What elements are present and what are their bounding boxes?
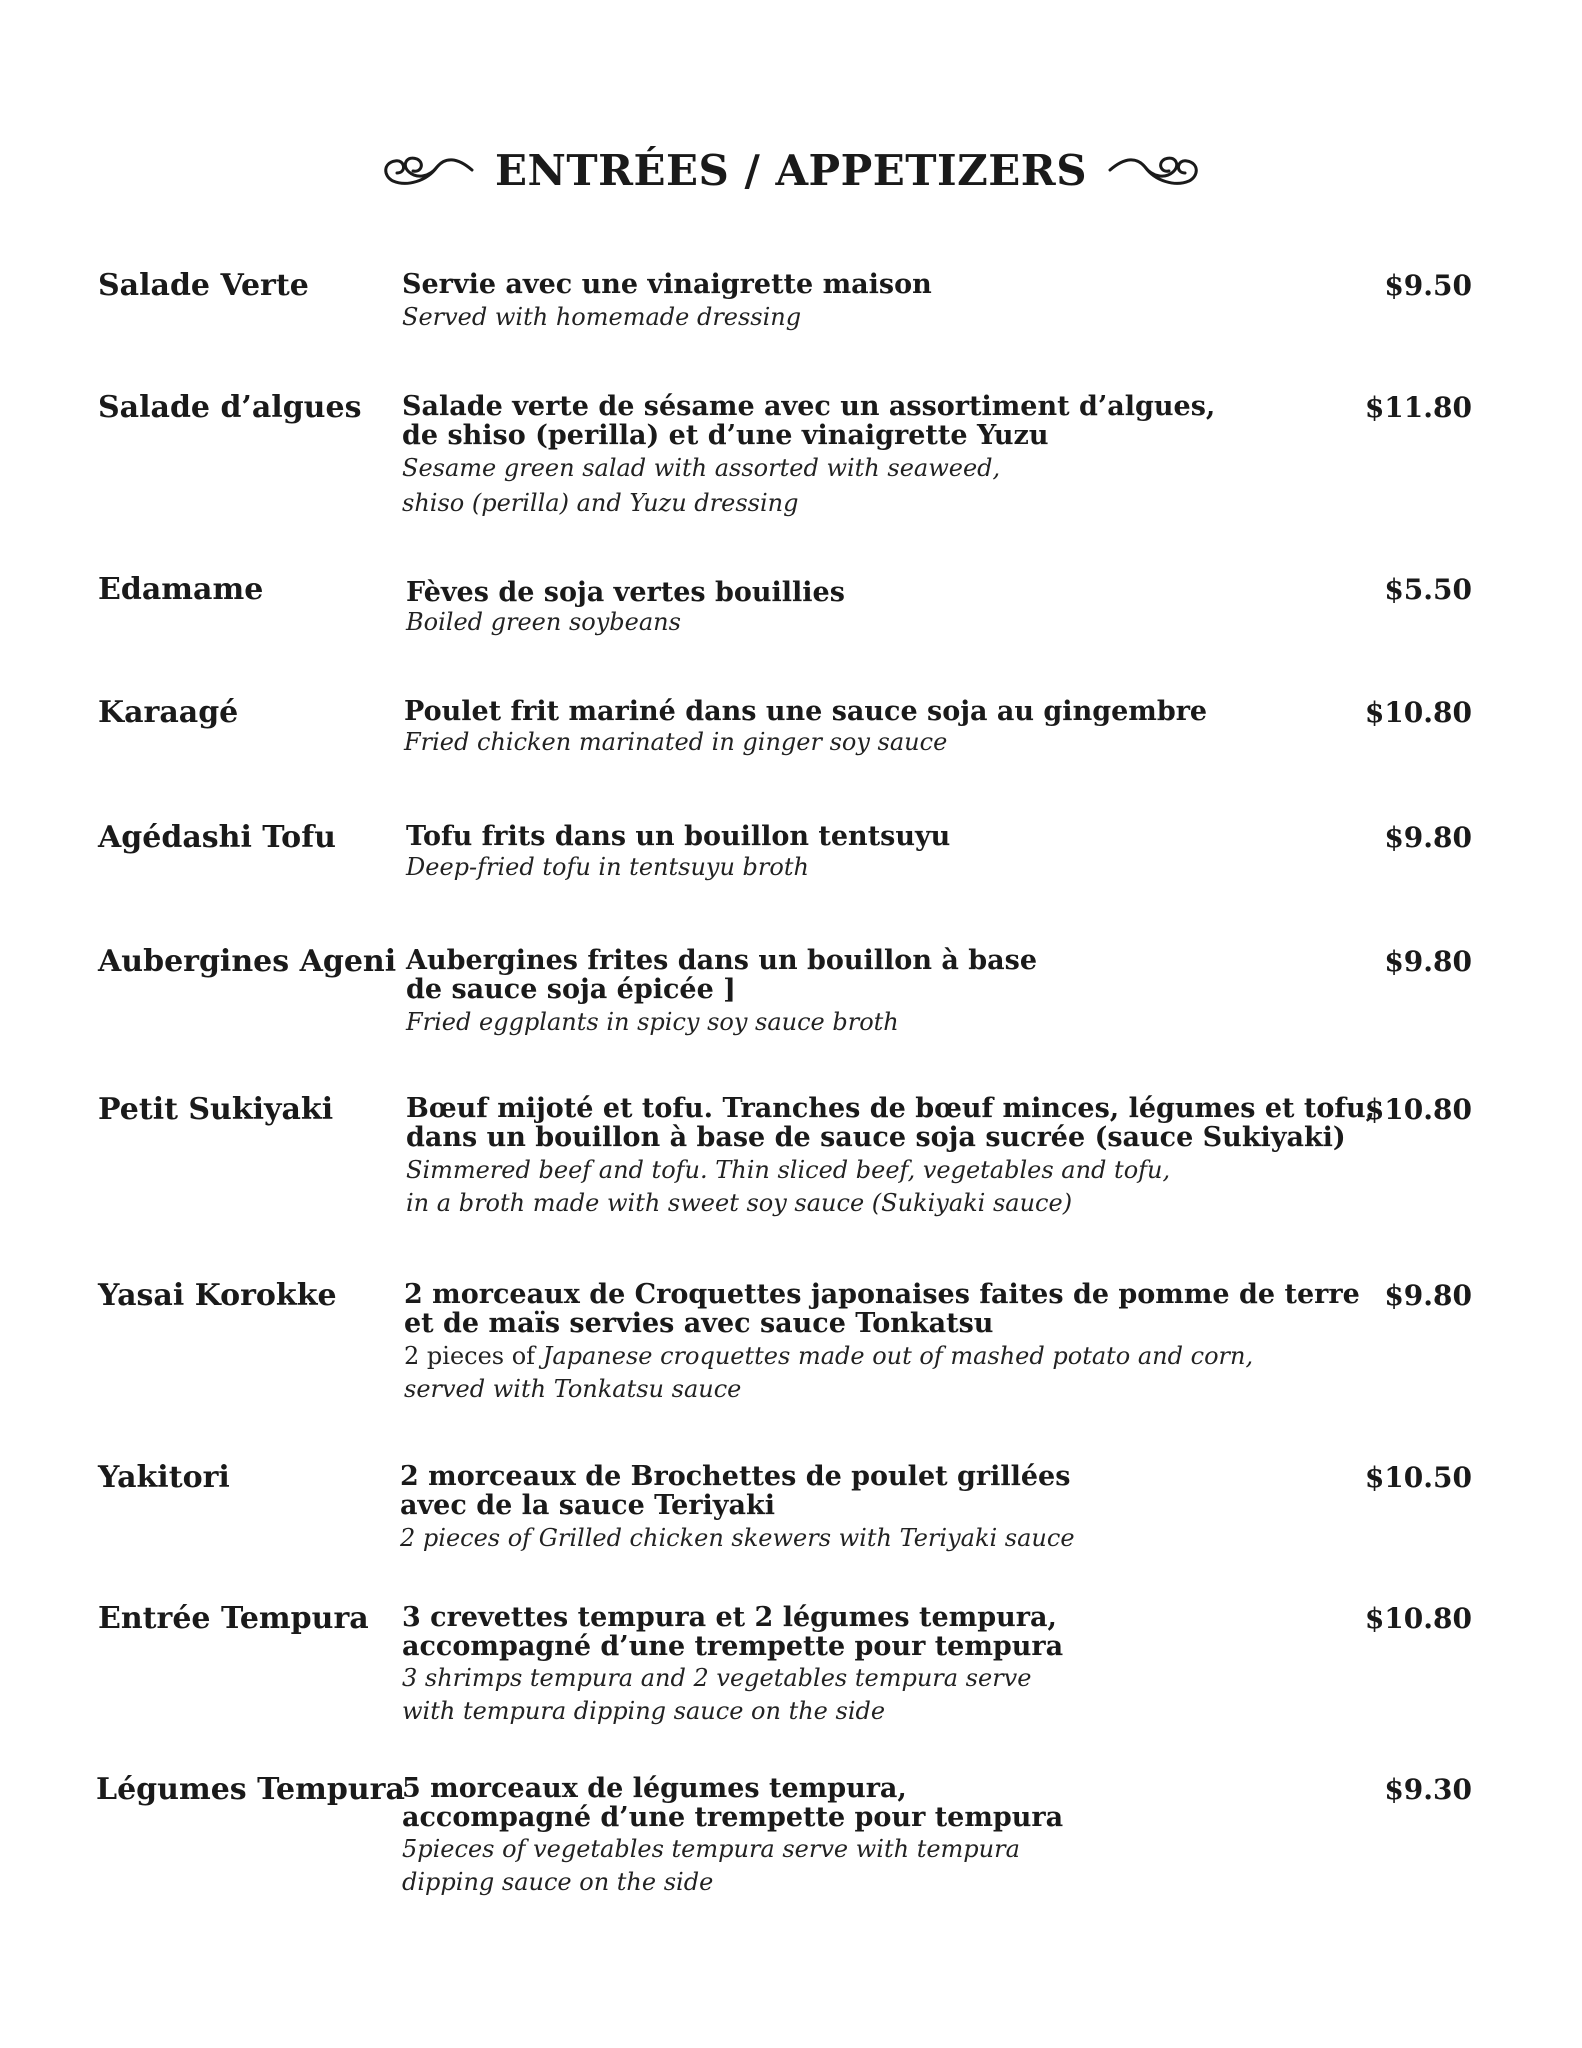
page-title: ENTRÉES / APPETIZERS xyxy=(494,145,1088,195)
item-name: Edamame xyxy=(98,572,264,607)
item-name: Salade Verte xyxy=(98,268,309,303)
item-name: Agédashi Tofu xyxy=(98,820,336,855)
item-english-line: Boiled green soybeans xyxy=(406,608,681,636)
item-english-line: served with Tonkatsu sauce xyxy=(404,1375,742,1403)
item-english-line: Served with homemade dressing xyxy=(402,303,802,331)
item-english-line: Simmered beef and tofu. Thin sliced beef, vegetables and tofu, xyxy=(406,1156,1171,1184)
item-price: $10.50 xyxy=(1364,1461,1472,1494)
left-flourish-icon xyxy=(377,145,477,195)
item-french-line: Bœuf mijoté et tofu. Tranches de bœuf minces, légumes et tofu, xyxy=(406,1093,1376,1124)
item-price: $9.30 xyxy=(1384,1773,1472,1806)
item-english-prefix: 2 pieces of xyxy=(404,1342,536,1370)
item-english-line: Fried eggplants in spicy soy sauce broth xyxy=(406,1008,899,1036)
item-price: $5.50 xyxy=(1384,573,1472,606)
item-english-line: shiso (perilla) and Yuzu dressing xyxy=(402,489,799,517)
item-description xyxy=(402,1774,1362,1898)
item-french-line: et de maïs servies avec sauce Tonkatsu xyxy=(404,1308,994,1339)
item-french-line: 5 morceaux de légumes tempura, xyxy=(402,1773,907,1804)
item-description xyxy=(404,697,1364,757)
item-description xyxy=(406,578,1366,636)
item-name: Salade d’algues xyxy=(98,390,362,425)
item-price: $9.80 xyxy=(1384,945,1472,978)
section-header xyxy=(0,130,1582,210)
item-price: $9.80 xyxy=(1384,1279,1472,1312)
item-french-line: Poulet frit mariné dans une sauce soja au gingembre xyxy=(404,696,1208,727)
item-name: Entrée Tempura xyxy=(98,1601,369,1636)
item-english-line: dipping sauce on the side xyxy=(402,1868,714,1896)
item-price: $11.80 xyxy=(1364,391,1472,424)
item-english-line: with tempura dipping sauce on the side xyxy=(402,1697,886,1725)
item-french-line: dans un bouillon à base de sauce soja sucrée (sauce Sukiyaki) xyxy=(406,1122,1346,1153)
item-price: $9.80 xyxy=(1384,821,1472,854)
item-english-line: Sesame green salad with assorted with seaweed, xyxy=(402,454,1001,482)
item-french-line: de sauce soja épicée ] xyxy=(406,974,736,1005)
item-french-line: accompagné d’une trempette pour tempura xyxy=(402,1802,1064,1833)
item-french-line: 2 morceaux de Brochettes de poulet grillées xyxy=(400,1461,1071,1492)
item-description xyxy=(406,822,1366,882)
item-description xyxy=(400,1462,1360,1555)
item-french-line: Aubergines frites dans un bouillon à base xyxy=(406,945,1037,976)
item-description xyxy=(402,392,1362,520)
right-flourish-icon xyxy=(1105,145,1205,195)
item-french-line: Tofu frits dans un bouillon tentsuyu xyxy=(406,821,951,852)
item-description xyxy=(406,946,1366,1039)
item-english-line xyxy=(404,1339,1364,1373)
item-name: Aubergines Ageni xyxy=(98,944,397,979)
item-english-line: 3 shrimps tempura and 2 vegetables tempura serve xyxy=(402,1664,1032,1692)
item-name: Petit Sukiyaki xyxy=(98,1092,334,1127)
item-french-line: Fèves de soja vertes bouillies xyxy=(406,577,845,608)
item-french-line: accompagné d’une trempette pour tempura xyxy=(402,1631,1064,1662)
item-price: $10.80 xyxy=(1364,1093,1472,1126)
item-english-line: Fried chicken marinated in ginger soy sauce xyxy=(404,728,948,756)
item-description xyxy=(402,270,1362,334)
item-price: $10.80 xyxy=(1364,1602,1472,1635)
item-description xyxy=(402,1603,1362,1727)
item-name: Yakitori xyxy=(98,1460,230,1495)
item-french-line: Salade verte de sésame avec un assortiment d’algues, xyxy=(402,391,1216,422)
item-french-line: avec de la sauce Teriyaki xyxy=(400,1490,775,1521)
item-name: Légumes Tempura xyxy=(96,1772,405,1807)
item-price: $10.80 xyxy=(1364,696,1472,729)
item-french-line: Servie avec une vinaigrette maison xyxy=(402,269,932,300)
item-english-line: Deep-fried tofu in tentsuyu broth xyxy=(406,853,809,881)
item-french-line: de shiso (perilla) et d’une vinaigrette Yuzu xyxy=(402,420,1049,451)
item-french-line: 3 crevettes tempura et 2 légumes tempura, xyxy=(402,1602,1057,1633)
item-description xyxy=(404,1280,1364,1404)
item-english-line: in a broth made with sweet soy sauce (Sukiyaki sauce) xyxy=(406,1189,1073,1217)
item-english-text: Japanese croquettes made out of mashed potato and corn, xyxy=(542,1342,1254,1370)
item-description xyxy=(406,1093,1376,1218)
item-name: Karaagé xyxy=(98,695,239,730)
item-french-line: 2 morceaux de Croquettes japonaises faites de pomme de terre xyxy=(404,1279,1360,1310)
item-name: Yasai Korokke xyxy=(98,1278,337,1313)
item-price: $9.50 xyxy=(1384,269,1472,302)
item-english-line: 5pieces of vegetables tempura serve with tempura xyxy=(402,1835,1020,1863)
item-english-line: 2 pieces of Grilled chicken skewers with Teriyaki sauce xyxy=(400,1524,1075,1552)
